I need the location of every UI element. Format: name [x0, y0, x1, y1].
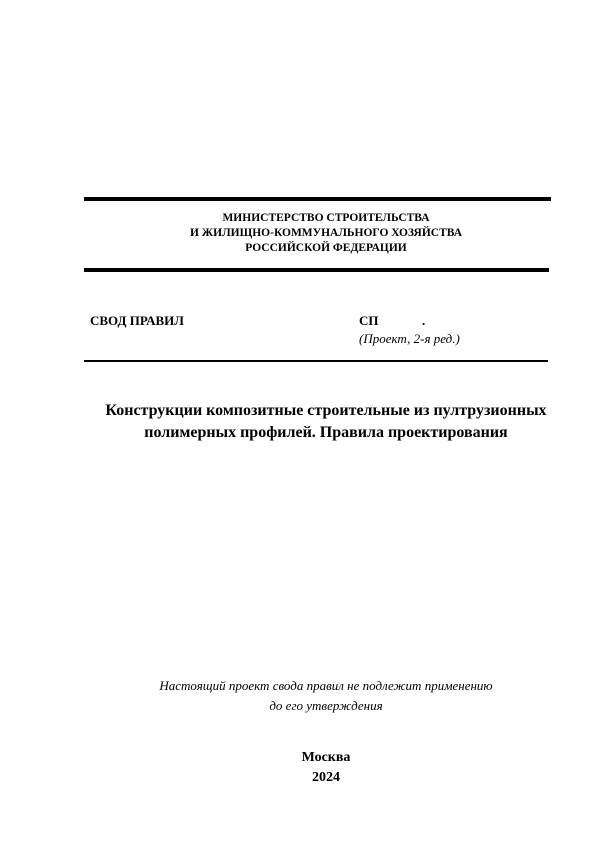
edition-note: (Проект, 2-я ред.) — [359, 331, 460, 346]
bottom-divider-rule — [84, 360, 548, 362]
top-divider-rule — [84, 197, 551, 201]
document-title — [84, 400, 568, 444]
code-prefix: СП — [359, 313, 379, 328]
imprint-year: 2024 — [312, 770, 340, 785]
title-line-2: полимерных профилей. Правила проектирования — [144, 424, 508, 441]
middle-divider-rule — [84, 268, 549, 272]
document-type-label: СВОД ПРАВИЛ — [90, 313, 184, 328]
imprint — [84, 748, 568, 788]
ministry-line-3: РОССИЙСКОЙ ФЕДЕРАЦИИ — [245, 242, 407, 254]
notice-line-2: до его утверждения — [269, 698, 383, 713]
code-separator: . — [422, 313, 426, 328]
ministry-line-2: И ЖИЛИЩНО-КОММУНАЛЬНОГО ХОЗЯЙСТВА — [189, 227, 463, 239]
ministry-line-1: МИНИСТЕРСТВО СТРОИТЕЛЬСТВА — [222, 212, 430, 224]
title-line-1: Конструкции композитные строительные из пултрузионных — [105, 402, 547, 419]
ministry-header — [84, 211, 568, 256]
notice-line-1: Настоящий проект свода правил не подлежит применению — [159, 678, 493, 693]
draft-notice — [84, 676, 568, 716]
imprint-city: Москва — [301, 750, 351, 765]
